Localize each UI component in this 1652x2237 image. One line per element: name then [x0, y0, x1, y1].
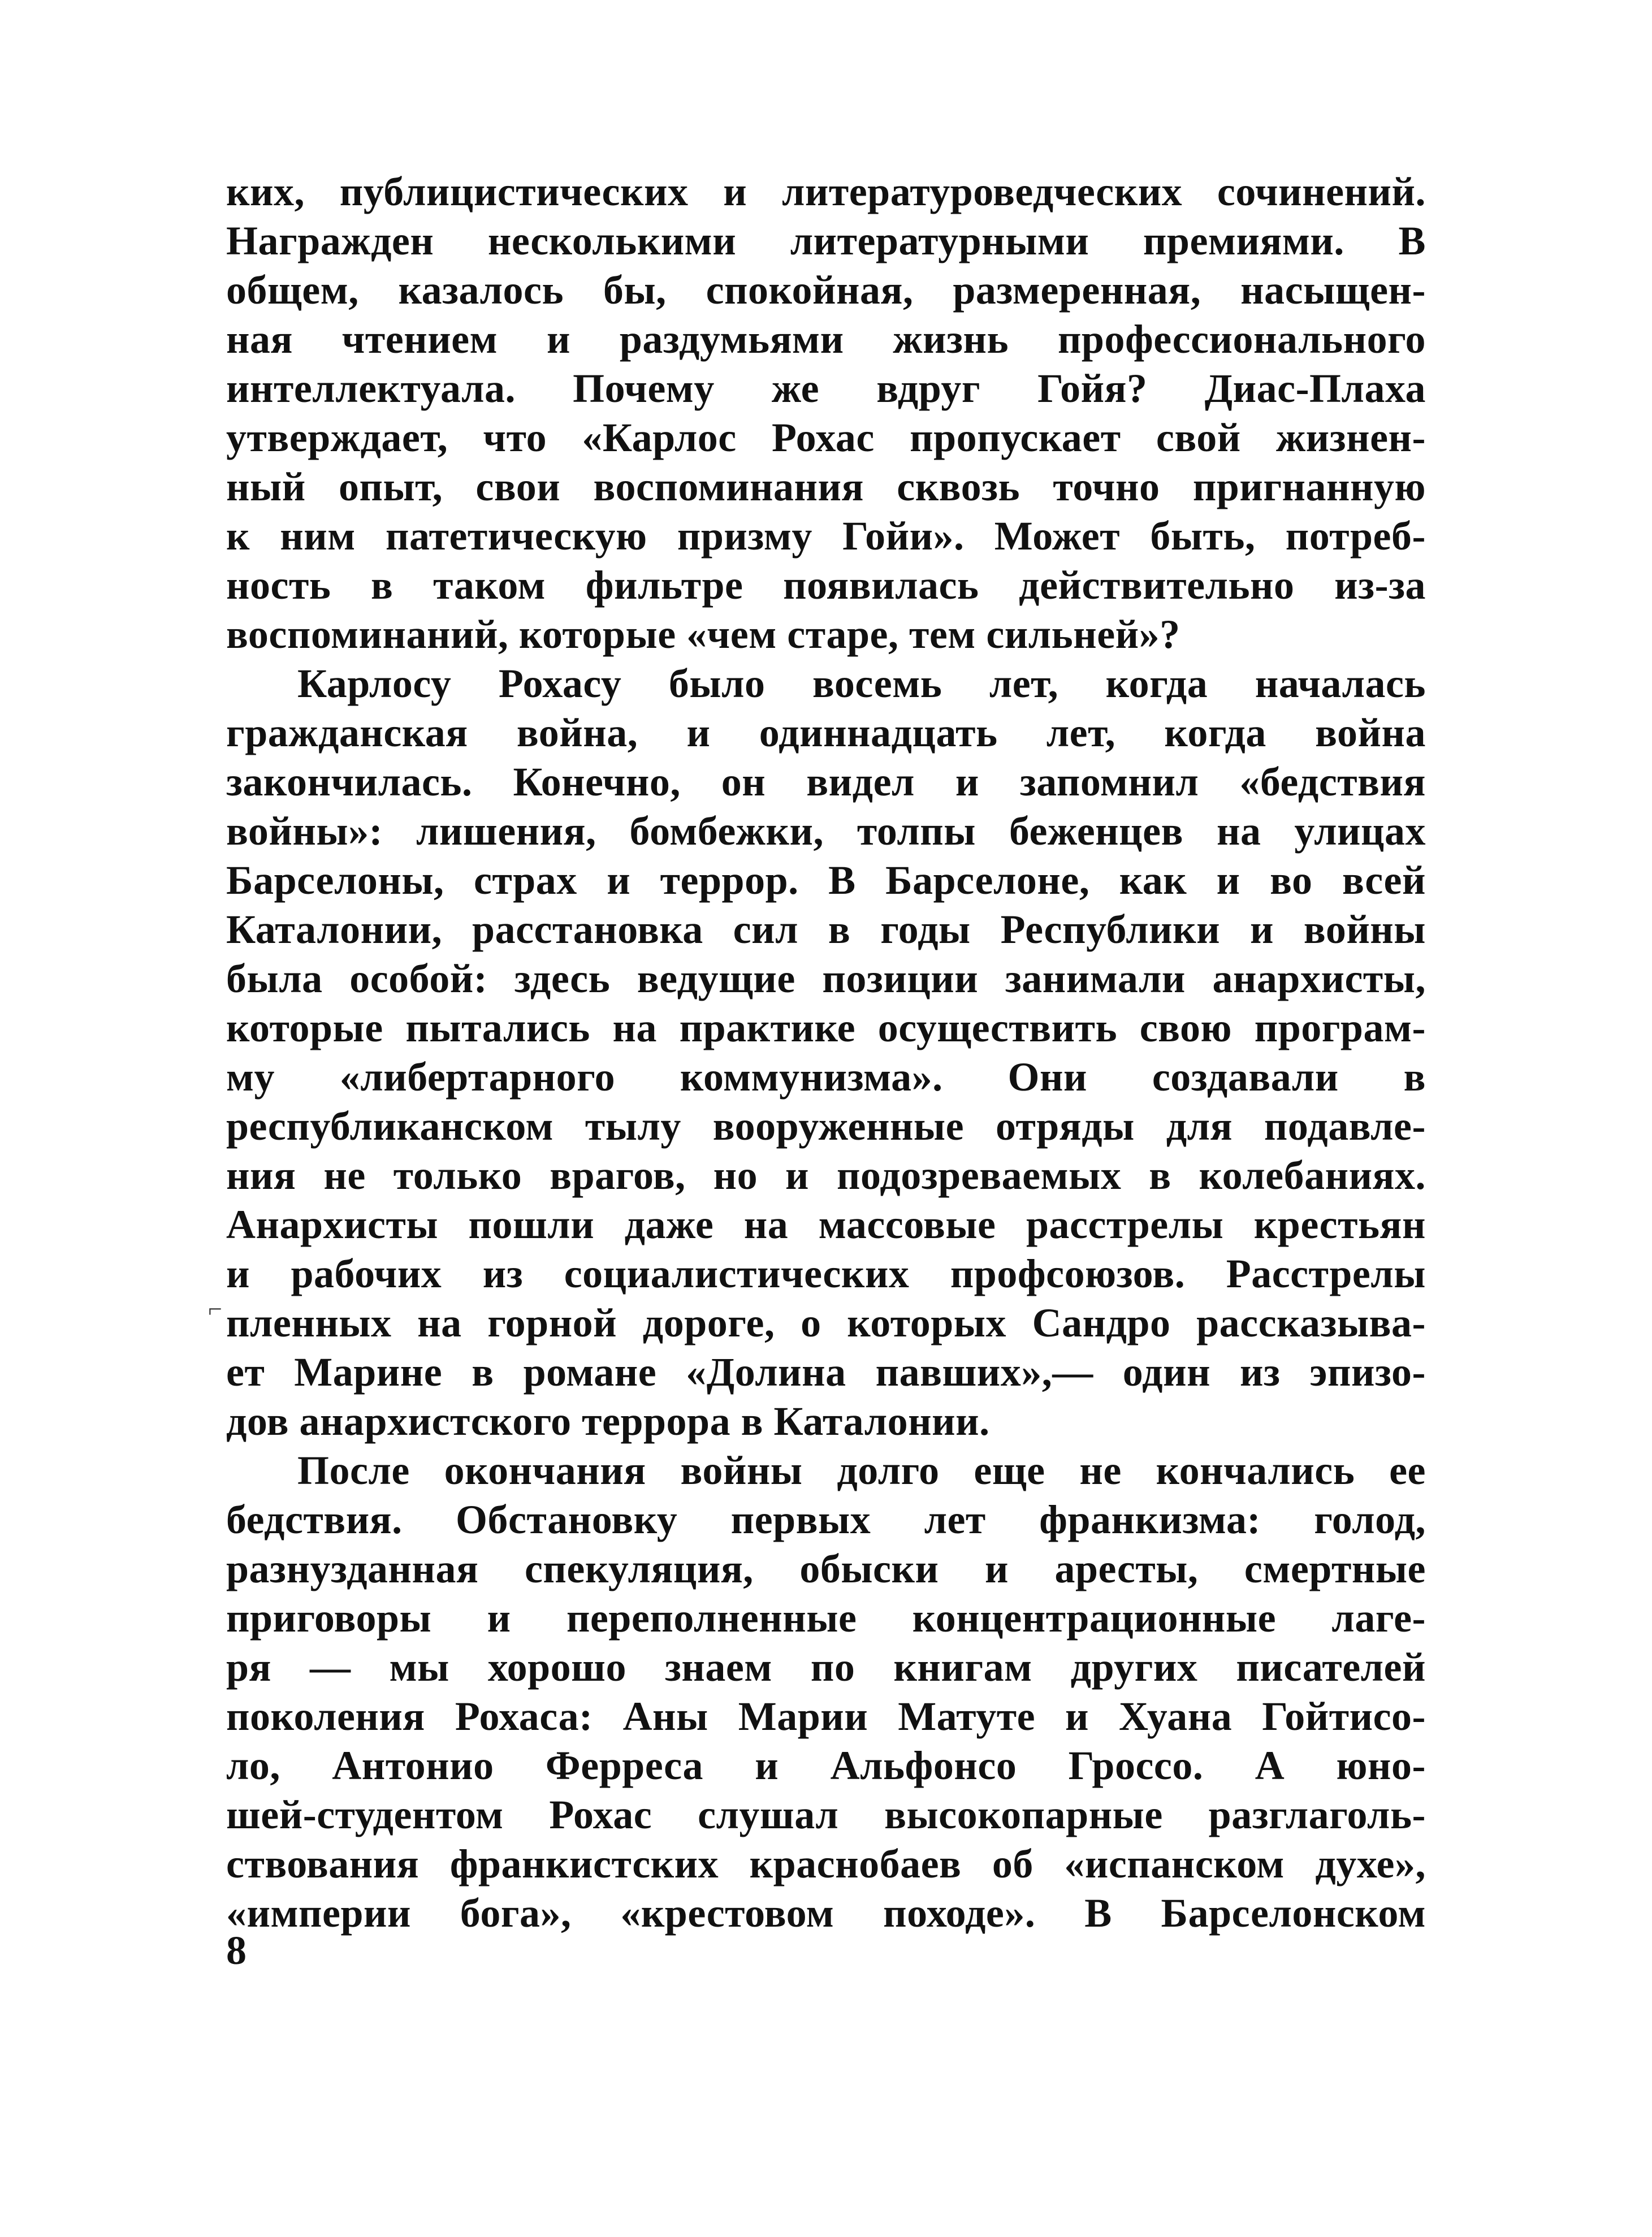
- text-line: ло, Антонио Ферреса и Альфонсо Гроссо. А юно-: [226, 1743, 1426, 1788]
- body-text: [226, 167, 1426, 1938]
- text-line: дов анархистского террора в Каталонии.: [226, 1399, 990, 1444]
- text-line: была особой: здесь ведущие позиции занимали анархисты,: [226, 956, 1426, 1001]
- page-number: 8: [226, 1928, 246, 1973]
- text-line: ря — мы хорошо знаем по книгам других писателей: [226, 1645, 1426, 1690]
- text-line: закончилась. Конечно, он видел и запомнил «бедствия: [226, 759, 1426, 804]
- text-line: Награжден несколькими литературными премиями. В: [226, 218, 1426, 263]
- text-line: гражданская война, и одиннадцать лет, когда война: [226, 710, 1426, 755]
- text-line: пленных на горной дороге, о которых Сандро рассказыва-: [226, 1300, 1426, 1345]
- text-line: После окончания войны долго еще не кончались ее: [297, 1448, 1426, 1493]
- text-line: ность в таком фильтре появилась действительно из-за: [226, 563, 1426, 608]
- text-line: ет Марине в романе «Долина павших»,— один из эпизо-: [226, 1349, 1426, 1395]
- margin-mark: ⌐: [208, 1295, 222, 1323]
- text-line: воспоминаний, которые «чем старе, тем сильней»?: [226, 612, 1180, 657]
- text-line: войны»: лишения, бомбежки, толпы беженцев на улицах: [226, 808, 1426, 854]
- text-line: ный опыт, свои воспоминания сквозь точно пригнанную: [226, 464, 1426, 509]
- text-line: Карлосу Рохасу было восемь лет, когда началась: [297, 661, 1426, 706]
- text-line: му «либертарного коммунизма». Они создавали в: [226, 1054, 1426, 1100]
- text-line: приговоры и переполненные концентрационные лаге-: [226, 1595, 1426, 1641]
- text-line: ная чтением и раздумьями жизнь профессионального: [226, 317, 1426, 362]
- paragraph-1: [226, 167, 1426, 659]
- text-line: разнузданная спекуляция, обыски и аресты, смертные: [226, 1546, 1426, 1591]
- text-line: республиканском тылу вооруженные отряды для подавле-: [226, 1104, 1426, 1149]
- text-line: Барселоны, страх и террор. В Барселоне, как и во всей: [226, 858, 1426, 903]
- text-line: общем, казалось бы, спокойная, размеренная, насыщен-: [226, 267, 1426, 313]
- text-line: шей-студентом Рохас слушал высокопарные разглаголь-: [226, 1792, 1426, 1837]
- text-line: к ним патетическую призму Гойи». Может быть, потреб-: [226, 513, 1426, 559]
- text-line: «империи бога», «крестовом походе». В Барселонском: [226, 1890, 1426, 1936]
- text-line: Анархисты пошли даже на массовые расстрелы крестьян: [226, 1202, 1426, 1247]
- text-line: поколения Рохаса: Аны Марии Матуте и Хуана Гойтисо-: [226, 1694, 1426, 1739]
- paragraph-3: [226, 1446, 1426, 1938]
- text-line: которые пытались на практике осуществить свою програм-: [226, 1005, 1426, 1050]
- text-line: интеллектуала. Почему же вдруг Гойя? Диас-Плаха: [226, 366, 1426, 411]
- text-line: бедствия. Обстановку первых лет франкизма: голод,: [226, 1497, 1426, 1542]
- text-line: ния не только врагов, но и подозреваемых в колебаниях.: [226, 1153, 1426, 1198]
- text-line: и рабочих из социалистических профсоюзов. Расстрелы: [226, 1251, 1426, 1296]
- paragraph-2: [226, 659, 1426, 1446]
- text-line: ствования франкистских краснобаев об «испанском духе»,: [226, 1841, 1426, 1886]
- text-line: утверждает, что «Карлос Рохас пропускает свой жизнен-: [226, 415, 1426, 460]
- text-line: ких, публицистических и литературоведческих сочинений.: [226, 169, 1426, 214]
- text-line: Каталонии, расстановка сил в годы Республики и войны: [226, 907, 1426, 952]
